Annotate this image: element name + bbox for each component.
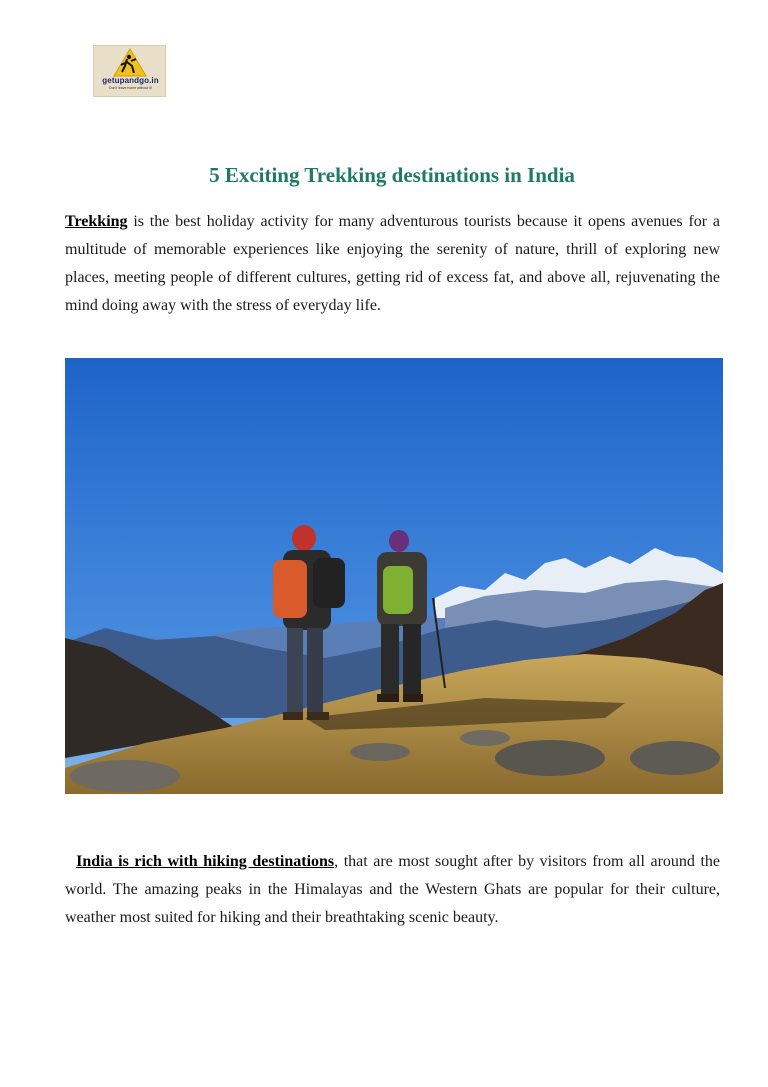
destinations-paragraph (65, 848, 720, 932)
destinations-lead: India is rich with hiking destinations (76, 853, 335, 870)
trekkers-photo (65, 358, 723, 794)
page-title: 5 Exciting Trekking destinations in India (209, 163, 575, 187)
intro-lead: Trekking (65, 213, 128, 230)
intro-paragraph (65, 208, 720, 320)
hiker-logo-icon (94, 46, 167, 98)
destinations-text: , that are most sought after by visitors from all around the world. The amazing peaks in the Himalayas and the Western Ghats are popular for their culture, weather most suited for hiking and their breathtaking scenic beauty. (65, 853, 721, 926)
site-logo[interactable] (93, 45, 166, 97)
logo-brand: getupandgo.in (102, 76, 159, 85)
logo-tagline: Don't leave home without it! (109, 86, 152, 90)
intro-text: is the best holiday activity for many adventurous tourists because it opens avenues for a multitude of memorable experiences like enjoying the serenity of nature, thrill of exploring new places, meeting people of different cultures, getting rid of excess fat, and above all, rejuvenating the mind doing away with the stress of everyday life. (65, 213, 720, 314)
